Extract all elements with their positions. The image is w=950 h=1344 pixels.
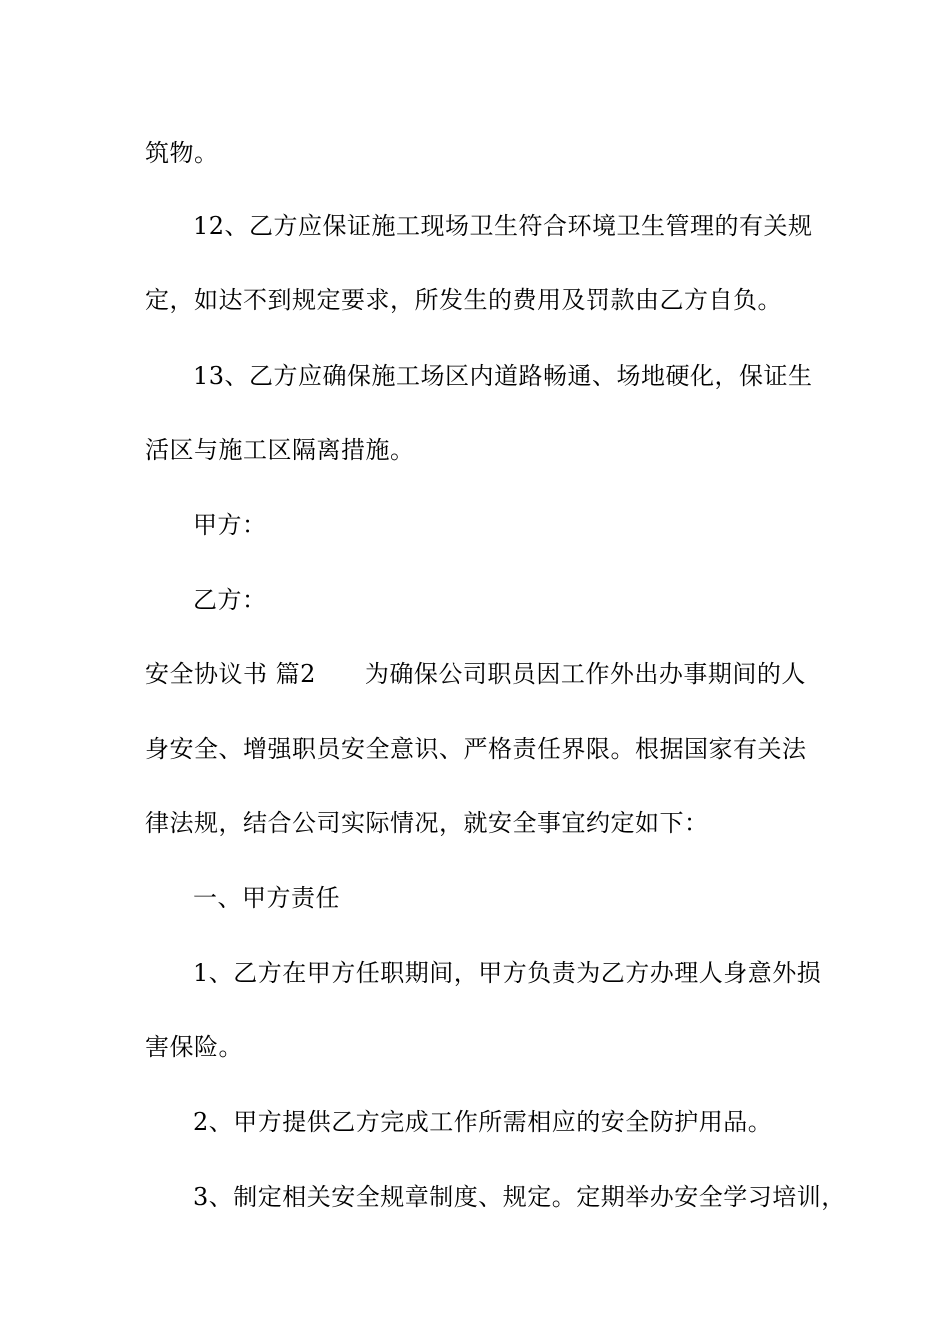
text-line-4: 13、乙方应确保施工场区内道路畅通、场地硬化，保证生: [193, 362, 813, 390]
text-line-12: 1、乙方在甲方任职期间，甲方负责为乙方办理人身意外损: [193, 959, 822, 987]
text-line-1: 筑物。: [145, 139, 219, 167]
text-line-5: 活区与施工区隔离措施。: [145, 436, 415, 464]
text-line-14: 2、甲方提供乙方完成工作所需相应的安全防护用品。: [193, 1108, 773, 1136]
text-line-11: 一、甲方责任: [193, 884, 340, 912]
text-line-2: 12、乙方应保证施工现场卫生符合环境卫生管理的有关规: [193, 212, 813, 240]
text-line-15: 3、制定相关安全规章制度、规定。定期举办安全学习培训，: [193, 1183, 846, 1211]
text-line-8: 安全协议书 篇2 为确保公司职员因工作外出办事期间的人: [145, 660, 806, 688]
text-line-7: 乙方：: [193, 586, 267, 614]
text-line-13: 害保险。: [145, 1033, 243, 1061]
text-line-10: 律法规，结合公司实际情况，就安全事宜约定如下：: [145, 809, 709, 837]
text-line-3: 定，如达不到规定要求，所发生的费用及罚款由乙方自负。: [145, 286, 782, 314]
text-line-6: 甲方：: [193, 511, 267, 539]
text-line-9: 身安全、增强职员安全意识、严格责任界限。根据国家有关法: [145, 735, 807, 763]
